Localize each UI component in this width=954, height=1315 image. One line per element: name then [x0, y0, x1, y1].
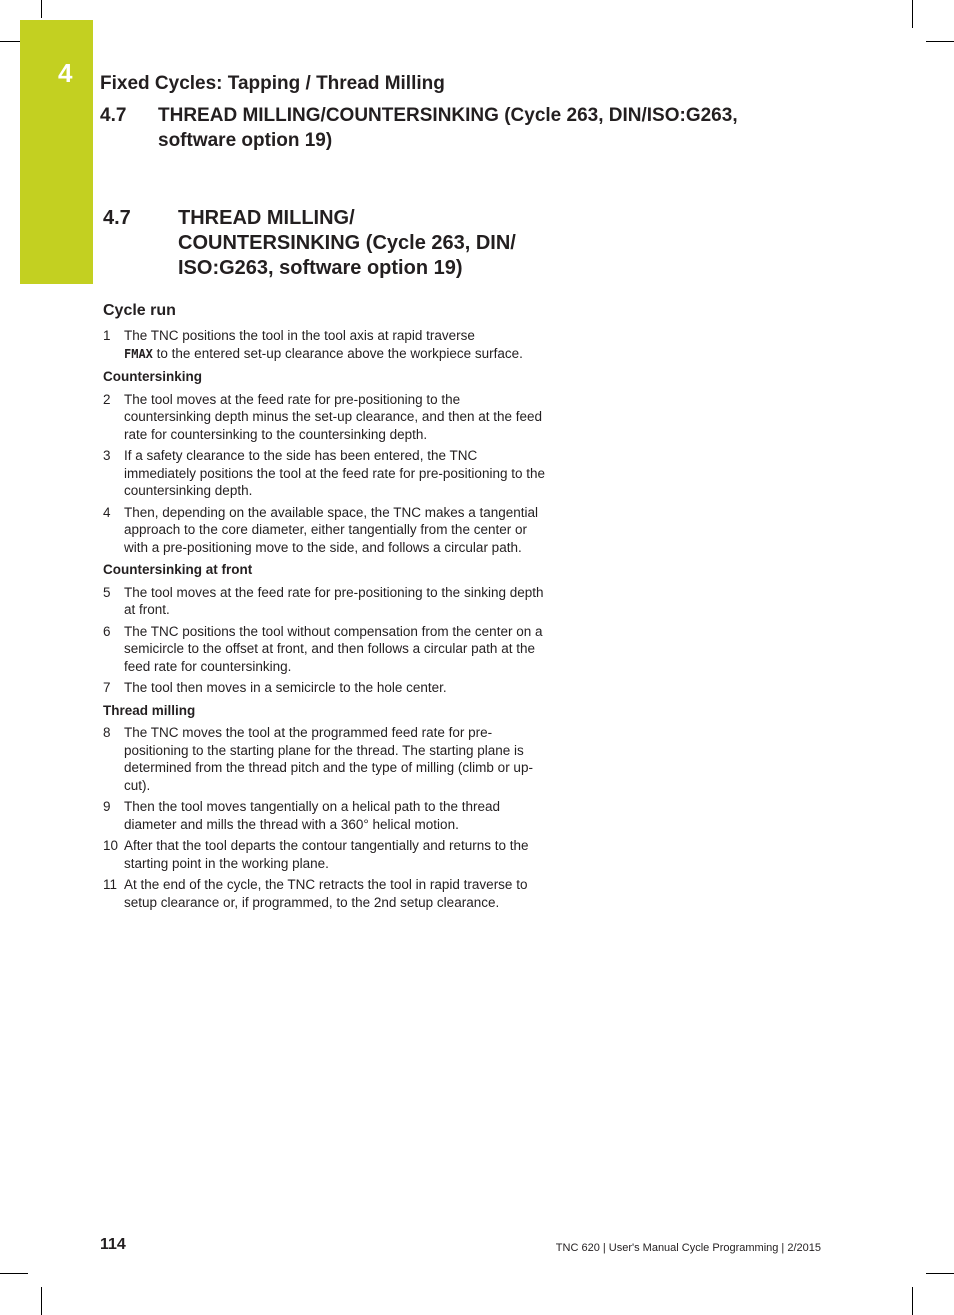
- list-item: [103, 391, 548, 444]
- section-title-line: COUNTERSINKING (Cycle 263, DIN/: [178, 232, 516, 254]
- step-number: 6: [103, 623, 111, 639]
- step-text: The tool moves at the feed rate for pre-positioning to the countersinking depth minus the set-up clearance, and then at the feed rate for countersinking to the countersinking depth.: [124, 391, 543, 442]
- crop-mark: [912, 1287, 913, 1315]
- step-text: After that the tool departs the contour tangentially and returns to the starting point in the working plane.: [124, 838, 529, 871]
- crop-mark: [41, 0, 42, 18]
- chapter-number: 4: [58, 58, 73, 88]
- step-text: [124, 327, 548, 363]
- code-fmax: FMAX: [124, 346, 153, 361]
- section-number: 4.7: [103, 207, 131, 229]
- step-number: 9: [103, 799, 111, 814]
- step-text-part: The TNC positions the tool in the tool axis at rapid traverse: [124, 328, 475, 343]
- running-section-title: THREAD MILLING/COUNTERSINKING (Cycle 263, DIN/ISO:G263, software option 19): [158, 105, 738, 151]
- section-title: [178, 206, 558, 281]
- step-number: 1: [103, 328, 111, 343]
- list-item: [103, 724, 548, 794]
- chapter-title: Fixed Cycles: Tapping / Thread Milling: [100, 73, 445, 94]
- list-item: [103, 876, 548, 911]
- step-text: Then the tool moves tangentially on a helical path to the thread diameter and mills the thread with a 360° helical motion.: [124, 799, 500, 832]
- crop-mark: [912, 0, 913, 28]
- list-item: [103, 504, 548, 557]
- step-text: The TNC positions the tool without compensation from the center on a semicircle to the offset at front, and then follows a circular path at the feed rate for countersinking.: [124, 623, 543, 674]
- running-section-number: 4.7: [100, 105, 127, 126]
- step-number: 4: [103, 504, 111, 520]
- step-text: The tool moves at the feed rate for pre-positioning to the sinking depth at front.: [124, 584, 544, 617]
- list-item: [103, 584, 548, 619]
- step-text: Then, depending on the available space, the TNC makes a tangential approach to the core diameter, either tangentially from the center or with a pre-positioning move to the side, and follows a circular path.: [124, 504, 539, 555]
- section-title-line: ISO:G263, software option 19): [178, 257, 463, 279]
- crop-mark: [0, 41, 20, 42]
- crop-mark: [926, 1273, 954, 1274]
- step-text-part: to the entered set-up clearance above the workpiece surface.: [152, 345, 523, 361]
- section-title-line: THREAD MILLING/: [178, 207, 355, 229]
- step-text: The TNC moves the tool at the programmed feed rate for pre-positioning to the starting plane for the thread. The starting plane is determined from the thread pitch and the type of milling (climb or up-cut).: [124, 725, 533, 793]
- list-item: [103, 623, 548, 676]
- list-item: [103, 679, 548, 697]
- list-item: [103, 447, 548, 500]
- step-text: The tool then moves in a semicircle to the hole center.: [124, 680, 447, 695]
- step-number: 5: [103, 584, 111, 600]
- list-item: [103, 837, 548, 872]
- step-number: 8: [103, 725, 111, 740]
- list-item: [103, 798, 548, 833]
- chapter-tab: [20, 20, 93, 284]
- step-number: 10: [103, 838, 119, 853]
- group-heading-countersinking: Countersinking: [103, 369, 203, 384]
- step-number: 7: [103, 680, 111, 695]
- footer-text: TNC 620 | User's Manual Cycle Programming | 2/2015: [555, 1242, 821, 1254]
- step-text: If a safety clearance to the side has been entered, the TNC immediately positions the tool at the feed rate for pre-positioning to the countersinking depth.: [124, 448, 545, 498]
- step-text: At the end of the cycle, the TNC retracts the tool in rapid traverse to setup clearance or, if programmed, to the 2nd setup clearance.: [124, 877, 528, 910]
- cycle-run-heading: Cycle run: [103, 302, 176, 319]
- page-number: 114: [100, 1236, 126, 1253]
- crop-mark: [41, 1287, 42, 1315]
- crop-mark: [0, 1273, 28, 1274]
- step-number: 2: [103, 391, 111, 407]
- crop-mark: [926, 41, 954, 42]
- step-number: 3: [103, 448, 111, 463]
- step-number: 11: [103, 877, 118, 892]
- group-heading-thread-milling: Thread milling: [103, 702, 196, 718]
- group-heading-countersinking-at-front: Countersinking at front: [103, 562, 253, 577]
- body-content: [103, 301, 548, 915]
- list-item: [103, 327, 548, 363]
